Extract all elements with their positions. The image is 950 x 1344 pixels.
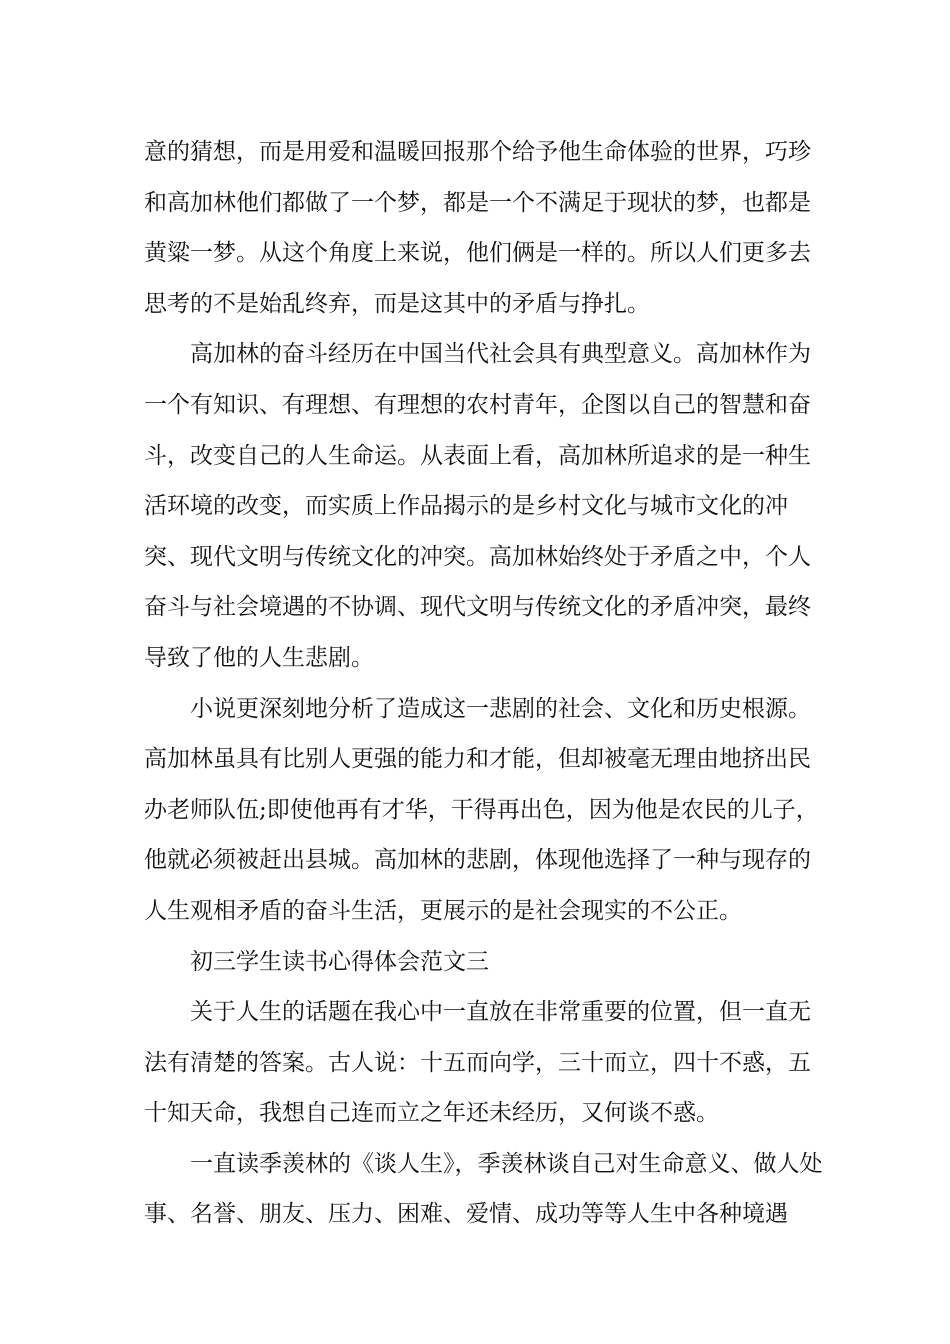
paragraph-2: 高加林的奋斗经历在中国当代社会具有典型意义。高加林作为一个有知识、有理想、有理想的农村青年，企图以自己的智慧和奋斗，改变自己的人生命运。从表面上看，高加林所追求的是一种生活环境的改变，而实质上作品揭示的是乡村文化与城市文化的冲突、现代文明与传统文化的冲突。高加林始终处于矛盾之中，个人奋斗与社会境遇的不协调、现代文明与传统文化的矛盾冲突，最终导致了他的人生悲剧。 [144, 341, 811, 671]
paragraph-3: 小说更深刻地分析了造成这一悲剧的社会、文化和历史根源。高加林虽具有比别人更强的能力和才能，但却被毫无理由地挤出民办老师队伍;即使他再有才华，干得再出色，因为他是农民的儿子，他就必须被赶出县城。高加林的悲剧，体现他选择了一种与现存的人生观相矛盾的奋斗生活，更展示的是社会现实的不公正。 [144, 695, 819, 924]
section-heading: 初三学生读书心得体会范文三 [190, 948, 489, 975]
paragraph-4: 关于人生的话题在我心中一直放在非常重要的位置，但一直无法有清楚的答案。古人说：十五而向学，三十而立，四十不惑，五十知天命，我想自己连而立之年还未经历，又何谈不惑。 [144, 999, 811, 1127]
document-body [144, 127, 824, 1240]
paragraph-5: 一直读季羡林的《谈人生》，季羡林谈自己对生命意义、做人处事、名誉、朋友、压力、困难、爱情、成功等等人生中各种境遇 [144, 1150, 823, 1228]
paragraph-1: 意的猜想，而是用爱和温暖回报那个给予他生命体验的世界，巧珍和高加林他们都做了一个梦，都是一个不满足于现状的梦，也都是黄粱一梦。从这个角度上来说，他们俩是一样的。所以人们更多去思考的不是始乱终弃，而是这其中的矛盾与挣扎。 [144, 139, 811, 317]
